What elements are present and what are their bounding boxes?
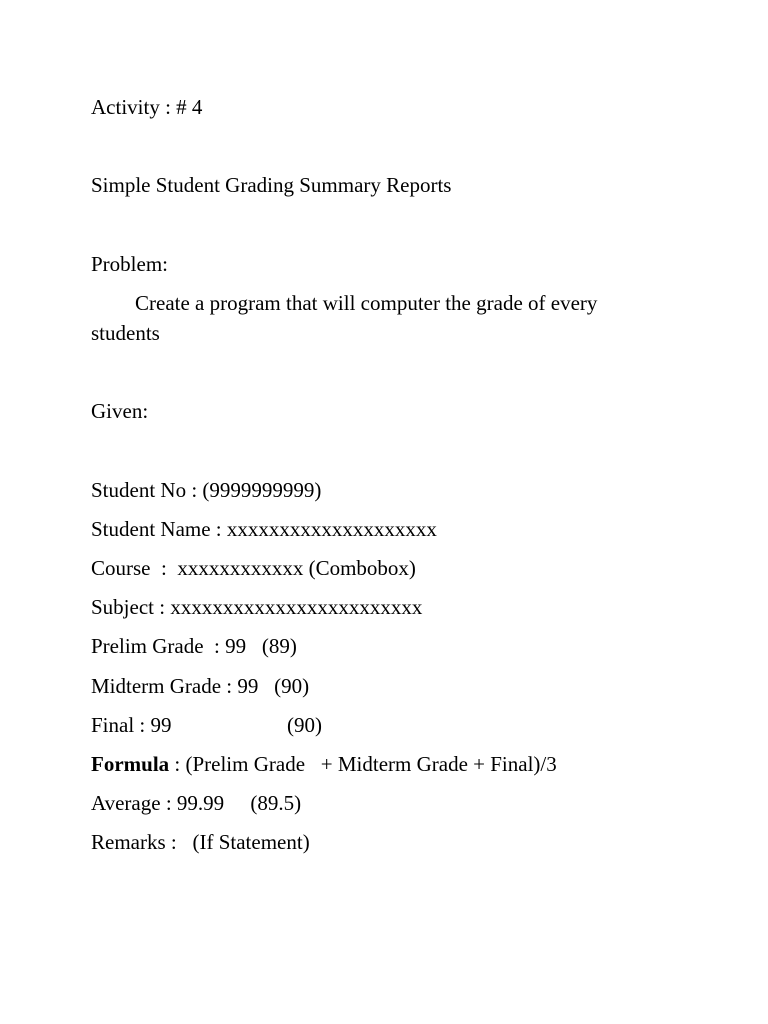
average-field: Average : 99.99 (89.5) <box>91 791 302 815</box>
problem-text-line-2: students <box>91 321 160 345</box>
formula-label: Formula <box>91 752 170 776</box>
formula-text: : (Prelim Grade + Midterm Grade + Final)/3 <box>169 752 557 776</box>
course-field: Course : xxxxxxxxxxxx (Combobox) <box>91 556 416 580</box>
formula-line <box>91 751 557 777</box>
remarks-field: Remarks : (If Statement) <box>91 830 310 854</box>
activity-number: Activity : # 4 <box>91 95 203 119</box>
given-heading: Given: <box>91 399 149 423</box>
midterm-grade-field: Midterm Grade : 99 (90) <box>91 674 310 698</box>
final-grade-field: Final : 99 (90) <box>91 713 322 737</box>
student-name-field: Student Name : xxxxxxxxxxxxxxxxxxxx <box>91 517 437 541</box>
student-no-field: Student No : (9999999999) <box>91 478 322 502</box>
problem-text-line-1: Create a program that will computer the grade of every <box>135 291 598 315</box>
problem-heading: Problem: <box>91 252 168 276</box>
subject-field: Subject : xxxxxxxxxxxxxxxxxxxxxxxx <box>91 595 423 619</box>
prelim-grade-field: Prelim Grade : 99 (89) <box>91 634 297 658</box>
document-title: Simple Student Grading Summary Reports <box>91 173 452 197</box>
